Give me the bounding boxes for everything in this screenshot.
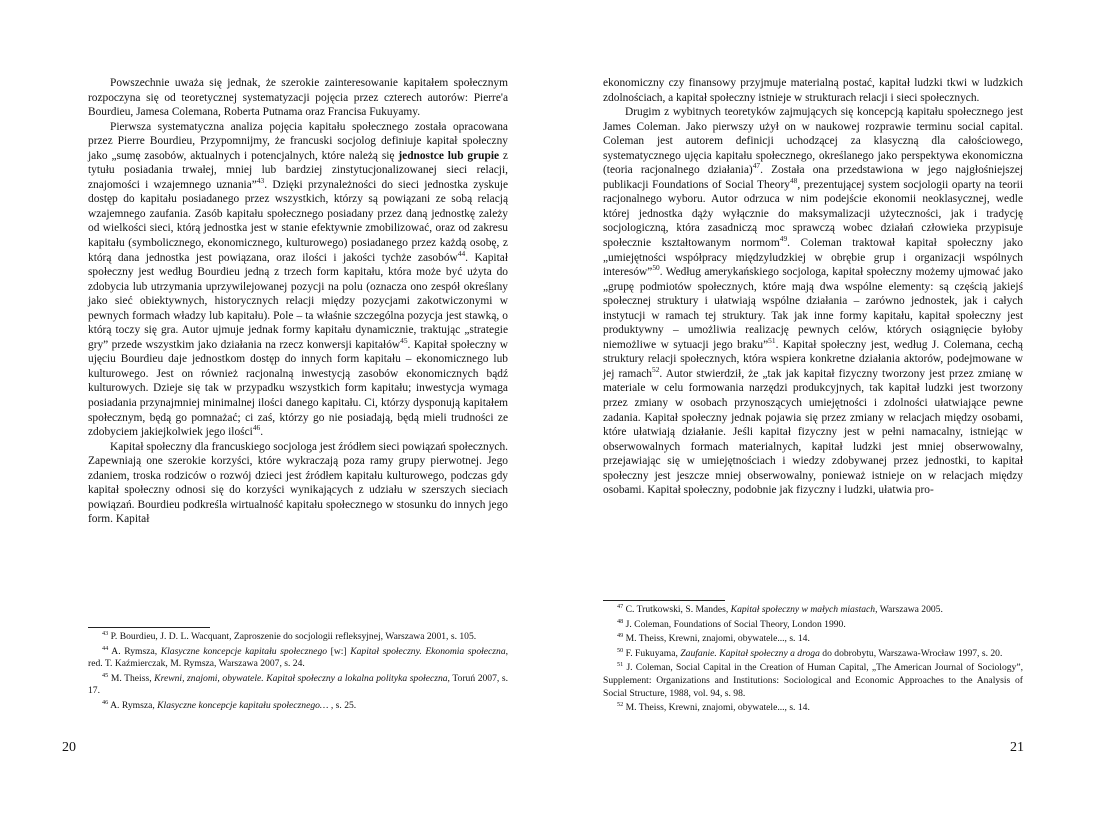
title-text: Krewni, znajomi, obywatele. Kapitał społeczny a lokalna polityka społeczna: [154, 672, 448, 684]
footnote: [603, 662, 1023, 700]
footnote: [603, 648, 1023, 661]
right-page: [550, 0, 1100, 817]
footnote-ref: 45: [400, 336, 408, 346]
paragraph: [88, 120, 508, 440]
text-run: , s. 25.: [328, 699, 357, 711]
footnote: [603, 619, 1023, 632]
text-run: [w:]: [327, 645, 351, 657]
title-text: Kapitał społeczny w małych miastach: [730, 604, 876, 615]
title-text: Klasyczne koncepcje kapitału społecznego…: [157, 699, 329, 711]
right-body-text: [603, 76, 1023, 498]
text-run: Drugim z wybitnych teoretyków zajmujących się koncepcją kapitału społecznego jest James Coleman. Jako pierwszy użył on w naukowej rozprawie terminu social capital. Coleman jest autorem definicji uchodzącej za klasyczną dla całościowego, systematycznego ujęcia kapitału społecznego, określanego jako perspektywa ekonomiczna (teoria racjonalnego działania): [603, 106, 1023, 177]
footnote-number: 47: [617, 602, 624, 610]
text-run: Pierwsza systematyczna analiza pojęcia kapitału społecznego została opracowana przez Pierre Bourdieu, Przypomnijmy, że francuski socjolog definiuje kapitał społeczny jako „sumę zasobów, aktualnych i potencjalnych, które należą się: [88, 120, 508, 162]
text-run: , Toruń 2007, s. 17.: [88, 672, 508, 697]
footnote: [88, 631, 508, 644]
title-text: Klasyczne koncepcje kapitału społecznego: [160, 645, 328, 657]
footnote-number: 43: [102, 629, 109, 637]
footnote: [603, 604, 1023, 617]
text-run: A. Rymsza,: [110, 699, 158, 711]
text-run: . Kapitał społeczny jest według Bourdieu jedną z trzech form kapitału, która może być użyta do zdobycia lub utrzymania uprzywilejowanej pozycji na polu (oznacza ono zespół określany jako sieć obiektywnych, historycznych relacji między pozycjami zakotwiczonymi w pewnych formach władzy lub kapitału). Pole – ta właśnie szczególna pozycja jest stawką, o którą toczy się gra. Autor ujmuje jednak formy kapitału dynamicznie, traktując „strategie gry” przede wszystkim jako działania na rzecz konwersji kapitałów: [88, 251, 508, 351]
emphasis-text: jednostce lub grupie: [398, 149, 500, 162]
text-run: . Kapitał społeczny w ujęciu Bourdieu daje jednostkom dostęp do innych form kapitału – ekonomicznego lub kulturowego. Jest on również racjonalną inwestycją zasobów ekonomicznych bądź kulturowych. Dzieje się tak w przypadku wszystkich form kapitału; inwestycja wymaga posiadania przynajmniej minimalnej ilości danego kapitału. Ci, którzy dysponują kapitałem społecznym, będą go pomnażać; ci zaś, którzy go nie posiadają, będą mieli trudności ze zdobyciem jakiejkolwiek jego ilości: [88, 338, 508, 439]
footnote-ref: 48: [789, 176, 798, 186]
footnote-number: 51: [617, 661, 624, 669]
text-run: P. Bourdieu, J. D. L. Wacquant, Zaproszenie do socjologii refleksyjnej, Warszawa 2001, s. 105.: [110, 631, 477, 642]
text-run: , prezentującej system socjologii oparty na teorii racjonalnego wyboru. Autor odrzuca w nim podejście ekonomii neoklasycznej, wedle której jednostka dąży wyłącznie do maksymalizacji użyteczności, jak i tradycję socjologiczną, która zasadniczą moc sprawczą wobec działań człowieka przypisuje społecznie kształtowanym normom: [603, 178, 1023, 250]
left-body-text: [88, 76, 508, 527]
text-run: . Kapitał społeczny jest, według J. Colemana, cechą struktury relacji społecznych, która wspiera konkretne działania aktorów, podejmowane w jej ramach: [603, 338, 1023, 380]
footnote-number: 44: [102, 644, 109, 652]
title-text: Kapitał społeczny. Ekonomia społeczna: [350, 645, 506, 657]
footnote: [603, 702, 1023, 715]
footnote-ref: 44: [457, 248, 466, 258]
text-run: Powszechnie uważa się jednak, że szerokie zainteresowanie kapitałem społecznym rozpoczyna się od teoretycznej systematyzacji pojęcia przez czterech autorów: Pierre'a Bourdieu, Jamesa Colemana, Roberta Putnama oraz Francisa Fukuyamy.: [88, 77, 508, 119]
right-page-number: 21: [1010, 740, 1024, 755]
paragraph: [88, 440, 508, 527]
text-run: .: [260, 426, 264, 439]
left-footnotes: [88, 631, 508, 715]
footnote-number: 52: [617, 700, 624, 708]
text-run: . Dzięki przynależności do sieci jednostka zyskuje dostęp do kapitału posiadanego przez wszystkich, którzy są powiązani ze sobą relacją wzajemnego zaufania. Zasób kapitału społecznego posiadany przez daną jednostkę zależy od wielkości sieci, którą jednostka jest w stanie efektywnie zmobilizować, oraz od zakresu kapitału (symbolicznego, ekonomicznego, kulturowego) posiadanego przez każdą osobę, z którą dana jednostka jest powiązana, oraz ilości i jakości tychże zasobów: [88, 178, 508, 264]
text-run: Kapitał społeczny dla francuskiego socjologa jest źródłem sieci powiązań społecznych. Zapewniają one szerokie korzyści, które wykraczają poza ramy grupy pierwotnej. Jego zdaniem, troska rodziców o rozwój dzieci jest źródłem kapitału kulturowego, podczas gdy kapitał społeczny odnosi się do korzyści wynikających z udziału w szerszych sieciach powiązań. Bourdieu podkreśla wirtualność kapitału społecznego w stosunku do innych jego form. Kapitał: [88, 440, 508, 526]
paragraph: [603, 76, 1023, 105]
footnote-ref: 52: [652, 365, 660, 375]
text-run: C. Trutkowski, S. Mandes,: [625, 604, 731, 615]
footnote-number: 45: [102, 671, 109, 679]
footnote-ref: 47: [752, 161, 761, 171]
footnote-ref: 51: [768, 336, 776, 346]
text-run: z tytułu posiadania trwałej, mniej lub bardziej zinstytucjonalizowanej sieci relacji, znajomości i wzajemnego uznania”: [88, 149, 508, 191]
footnote-number: 48: [617, 617, 624, 625]
text-run: A. Rymsza,: [111, 645, 161, 657]
footnote-number: 50: [617, 646, 624, 654]
text-run: M. Theiss, Krewni, znajomi, obywatele..., s. 14.: [625, 633, 810, 645]
left-footnote-rule: [88, 627, 210, 628]
title-text: Zaufanie. Kapitał społeczny a droga: [680, 647, 820, 659]
text-run: ekonomiczny czy finansowy przyjmuje materialną postać, kapitał ludzki tkwi w ludzkich zdolnościach, a kapitał społeczny istnieje w strukturach relacji i sieci społecznych.: [603, 77, 1023, 104]
right-footnote-rule: [603, 600, 725, 601]
footnote-number: 49: [617, 632, 624, 639]
footnote-ref: 49: [779, 234, 788, 244]
text-run: M. Theiss, Krewni, znajomi, obywatele..., s. 14.: [625, 702, 810, 714]
text-run: . Została ona przedstawiona w jego najgłośniejszej publikacji Foundations of Social Theory: [603, 164, 1023, 191]
footnote-number: 46: [102, 698, 109, 706]
footnote-ref: 43: [256, 176, 265, 186]
footnote: [88, 700, 508, 713]
right-footnotes: [603, 604, 1023, 717]
left-page-number: 20: [62, 740, 76, 755]
paragraph: [603, 105, 1023, 498]
footnote: [603, 633, 1023, 646]
text-run: M. Theiss,: [110, 672, 155, 684]
footnote-ref: 46: [252, 423, 261, 433]
footnote-ref: 50: [652, 263, 660, 273]
text-run: F. Fukuyama,: [625, 647, 681, 659]
footnote: [88, 646, 508, 671]
paragraph: [88, 76, 508, 120]
footnote: [88, 673, 508, 698]
text-run: . Autor stwierdził, że „tak jak kapitał fizyczny tworzony jest przez zmianę w materiale w celu formowania narzędzi produkcyjnych, tak kapitał ludzki jest tworzony przez zmiany w osobach przynoszących umiejętności i zdolności ułatwiające pewne zadania. Kapitał społeczny jednak pojawia się przez zmiany w relacjach między osobami, które ułatwiają działanie. Jeśli kapitał fizyczny jest w pełni namacalny, istniejąc w obserwowalnych formach materialnych, kapitał ludzki jest mniej obserwowalny, przejawiając się w umiejętnościach i wiedzy zdobywanej przez jednostki, to kapitał społeczny jest jeszcze mniej obserwowalny, ponieważ istnieje on w relacjach między osobami. Kapitał społeczny, podobnie jak fizyczny i ludzki, ułatwia pro-: [603, 367, 1024, 497]
text-run: J. Coleman, Foundations of Social Theory, London 1990.: [625, 618, 846, 630]
text-run: do dobrobytu, Warszawa-Wrocław 1997, s. 20.: [819, 647, 1003, 659]
text-run: , Warszawa 2005.: [875, 604, 943, 615]
text-run: J. Coleman, Social Capital in the Creation of Human Capital, „The American Journal of Sociology”, Supplement: Organizations and Institutions: Sociological and Economic Approaches to the Analysis of Social Structure, 1988, vol. 94, s. 98.: [603, 662, 1023, 699]
text-run: . Według amerykańskiego socjologa, kapitał społeczny możemy ujmować jako „grupę podmiotów społecznych, które mają dwa wspólne elementy: są częścią jakiejś społecznej struktury i ułatwiają wspólne działania – zarówno jednostek, jak i całych instytucji w ramach tej struktury. Tak jak inne formy kapitału, kapitał społeczny jest produktywny – umożliwia realizację pewnych celów, których osiągnięcie byłoby niemożliwe w sytuacji jego braku”: [603, 266, 1023, 351]
text-run: . Coleman traktował kapitał społeczny jako „umiejętności współpracy międzyludzkiej w obrębie grup i organizacji wspólnych interesów”: [603, 237, 1024, 279]
text-run: , red. T. Kaźmierczak, M. Rymsza, Warszawa 2007, s. 24.: [88, 645, 509, 670]
